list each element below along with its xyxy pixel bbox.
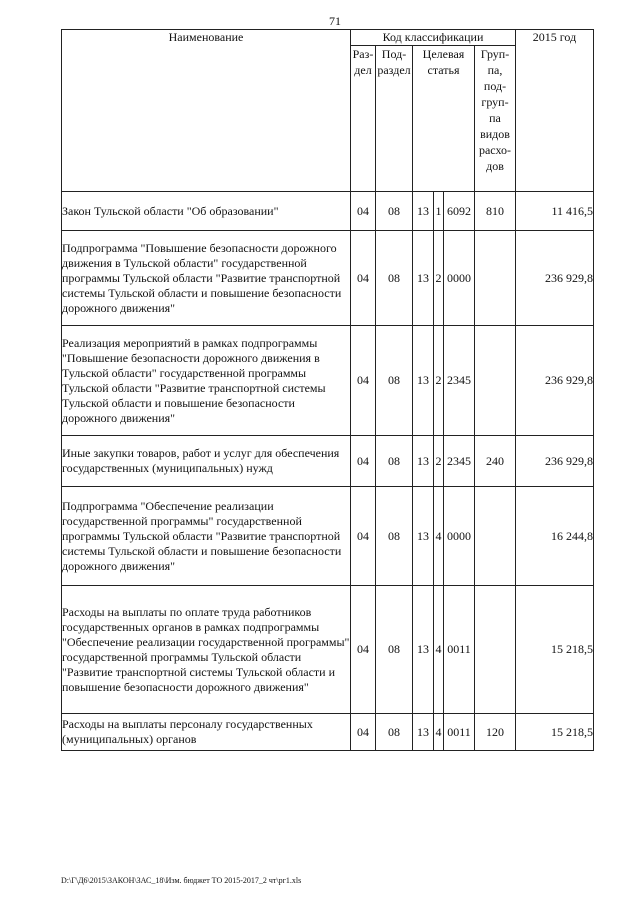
- row-section: 04: [351, 231, 376, 326]
- header-expense-group: Груп- па, под- груп- па видов расхо- дов: [475, 46, 516, 192]
- row-target-1: 13: [413, 487, 434, 586]
- row-group: [475, 586, 516, 714]
- row-group: 810: [475, 192, 516, 231]
- row-target-1: 13: [413, 326, 434, 436]
- table-row: [62, 192, 594, 231]
- footer-file-path: D:\Г\Д6\2015\ЗАКОН\ЗАС_18\Изм. бюджет ТО 2015-2017_2 чт\рг1.xls: [61, 876, 302, 885]
- header-year: 2015 год: [516, 30, 594, 192]
- header-subsection: Под- раздел: [376, 46, 413, 192]
- row-target-2: 2: [434, 231, 444, 326]
- row-subsection: 08: [376, 714, 413, 751]
- header-classification-code: Код классификации: [351, 30, 516, 46]
- table-row: [62, 326, 594, 436]
- table-row: [62, 436, 594, 487]
- row-section: 04: [351, 192, 376, 231]
- row-amount: 11 416,5: [516, 192, 594, 231]
- row-target-3: 2345: [444, 326, 475, 436]
- row-amount: 15 218,5: [516, 714, 594, 751]
- row-target-1: 13: [413, 714, 434, 751]
- header-name: Наименование: [62, 30, 351, 192]
- budget-table: [61, 29, 594, 751]
- row-name: Закон Тульской области "Об образовании": [62, 192, 351, 231]
- row-subsection: 08: [376, 231, 413, 326]
- row-target-3: 6092: [444, 192, 475, 231]
- row-name: Подпрограмма "Обеспечение реализации государственной программы" государственной программы Тульской области "Развитие транспортной системы Тульской области и повышение безопасности дорожного движения": [62, 487, 351, 586]
- row-target-2: 4: [434, 714, 444, 751]
- row-amount: 236 929,8: [516, 326, 594, 436]
- row-target-2: 4: [434, 487, 444, 586]
- row-group: 120: [475, 714, 516, 751]
- row-amount: 16 244,8: [516, 487, 594, 586]
- row-name: Подпрограмма "Повышение безопасности дорожного движения в Тульской области" государственной программы Тульской области "Развитие транспортной системы Тульской области и повышение безопасности дорожного движения": [62, 231, 351, 326]
- row-section: 04: [351, 714, 376, 751]
- table-row: [62, 487, 594, 586]
- row-target-1: 13: [413, 231, 434, 326]
- table-row: [62, 231, 594, 326]
- table-row: [62, 586, 594, 714]
- row-section: 04: [351, 326, 376, 436]
- row-group: [475, 326, 516, 436]
- row-name: Реализация мероприятий в рамках подпрограммы "Повышение безопасности дорожного движения в Тульской области" государственной программы Тульской области "Развитие транспортной системы Тульской области и повышение безопасности дорожного движения": [62, 326, 351, 436]
- row-section: 04: [351, 436, 376, 487]
- row-subsection: 08: [376, 586, 413, 714]
- row-group: 240: [475, 436, 516, 487]
- row-target-3: 2345: [444, 436, 475, 487]
- row-amount: 236 929,8: [516, 436, 594, 487]
- row-target-3: 0011: [444, 714, 475, 751]
- row-target-2: 2: [434, 326, 444, 436]
- header-section: Раз- дел: [351, 46, 376, 192]
- row-name: Расходы на выплаты персоналу государственных (муниципальных) органов: [62, 714, 351, 751]
- row-subsection: 08: [376, 326, 413, 436]
- row-target-3: 0000: [444, 231, 475, 326]
- row-group: [475, 487, 516, 586]
- row-target-1: 13: [413, 436, 434, 487]
- row-target-2: 2: [434, 436, 444, 487]
- row-target-3: 0000: [444, 487, 475, 586]
- row-amount: 236 929,8: [516, 231, 594, 326]
- row-name: Расходы на выплаты по оплате труда работников государственных органов в рамках подпрограммы "Обеспечение реализации государственной программы" государственной программы Тульской области "Развитие транспортной системы Тульской области и повышение безопасности дорожного движения": [62, 586, 351, 714]
- row-subsection: 08: [376, 192, 413, 231]
- row-target-1: 13: [413, 192, 434, 231]
- row-subsection: 08: [376, 487, 413, 586]
- row-subsection: 08: [376, 436, 413, 487]
- row-target-2: 4: [434, 586, 444, 714]
- row-target-2: 1: [434, 192, 444, 231]
- row-section: 04: [351, 586, 376, 714]
- row-group: [475, 231, 516, 326]
- row-target-3: 0011: [444, 586, 475, 714]
- row-name: Иные закупки товаров, работ и услуг для обеспечения государственных (муниципальных) нужд: [62, 436, 351, 487]
- table-row: [62, 714, 594, 751]
- row-target-1: 13: [413, 586, 434, 714]
- row-amount: 15 218,5: [516, 586, 594, 714]
- header-target-article: Целевая статья: [413, 46, 475, 192]
- page-number: 71: [329, 14, 341, 28]
- row-section: 04: [351, 487, 376, 586]
